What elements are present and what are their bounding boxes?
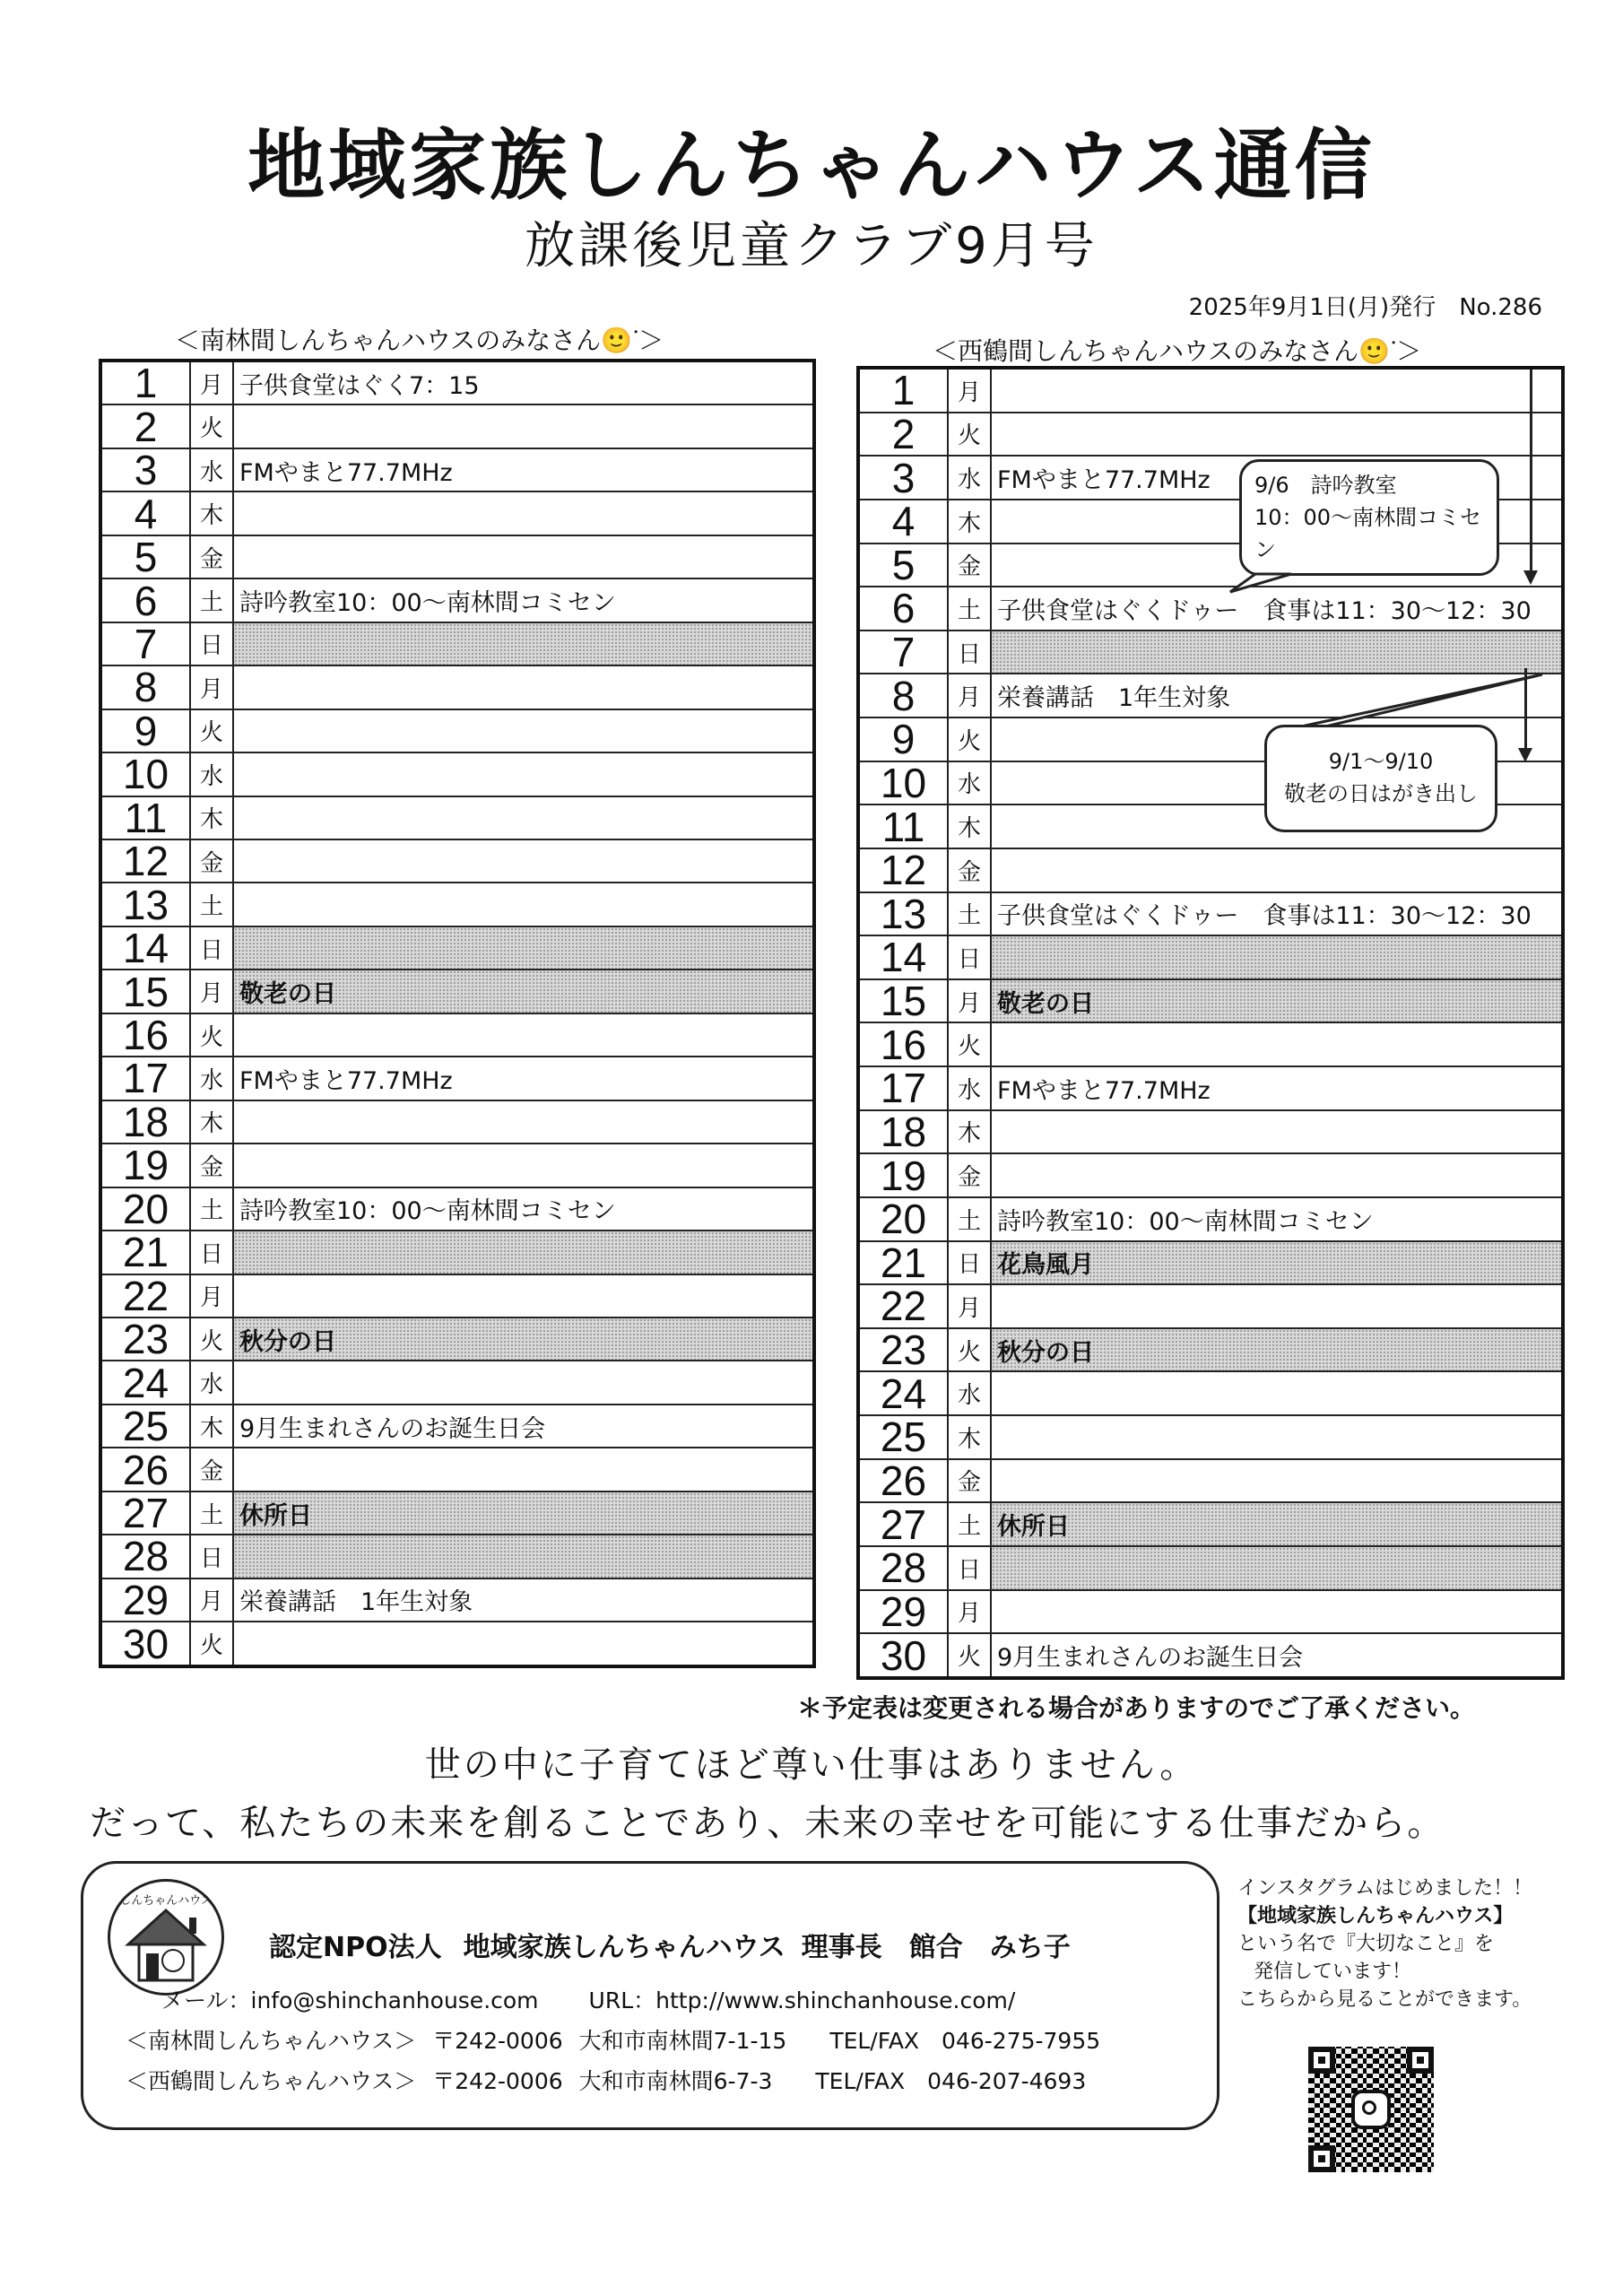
house-logo [108, 1879, 224, 1996]
weekday: 火 [948, 1633, 991, 1678]
event [991, 368, 1563, 413]
insta-line3: という名で『大切なこと』を [1237, 1933, 1495, 1955]
calendar-row [100, 665, 814, 709]
event [233, 709, 814, 752]
event [233, 1100, 814, 1144]
calendar-row [100, 709, 814, 752]
insta-line1: インスタグラムはじめました！！ [1237, 1877, 1533, 1900]
weekday: 土 [190, 578, 233, 622]
event [233, 796, 814, 839]
day-number: 8 [100, 665, 190, 709]
event: 休所日 [233, 1492, 814, 1535]
calendar-row [100, 1535, 814, 1578]
calendar-row [858, 979, 1563, 1023]
day-number: 4 [100, 491, 190, 535]
weekday: 金 [948, 544, 991, 587]
day-number: 6 [858, 587, 948, 631]
weekday: 月 [948, 1590, 991, 1634]
weekday: 火 [948, 718, 991, 761]
instagram-icon [1351, 2090, 1391, 2129]
callout-shigin-line1: 9/6 詩吟教室 [1254, 473, 1397, 498]
weekday: 土 [190, 883, 233, 926]
day-number: 23 [100, 1318, 190, 1361]
weekday: 木 [190, 796, 233, 839]
event [991, 1371, 1563, 1415]
addr2-place: 大和市南林間6-7-3 [578, 2068, 773, 2094]
weekday: 日 [190, 622, 233, 665]
event [233, 665, 814, 709]
callout-keiro-line1: 9/1〜9/10 [1328, 749, 1434, 774]
event: 9月生まれさんのお誕生日会 [991, 1633, 1563, 1678]
weekday: 金 [190, 1448, 233, 1491]
day-number: 9 [858, 718, 948, 761]
arrow-line-2 [1524, 668, 1527, 749]
day-number: 25 [858, 1415, 948, 1459]
event: 栄養講話 1年生対象 [233, 1578, 814, 1622]
weekday: 月 [190, 1578, 233, 1622]
weekday: 火 [190, 709, 233, 752]
weekday: 火 [948, 1022, 991, 1066]
calendar-row [858, 1110, 1563, 1154]
event [233, 752, 814, 796]
weekday: 月 [948, 674, 991, 718]
day-number: 19 [858, 1153, 948, 1197]
calendar-row [100, 1492, 814, 1535]
qr-finder-icon [1407, 2047, 1434, 2074]
event: 秋分の日 [991, 1328, 1563, 1372]
newsletter-title: 地域家族しんちゃんハウス通信 [247, 121, 1376, 211]
event [233, 491, 814, 535]
event: 子供食堂はぐくドゥー 食事は11：30〜12：30 [991, 892, 1563, 936]
day-number: 16 [858, 1022, 948, 1066]
event [991, 413, 1563, 457]
day-number: 8 [858, 674, 948, 718]
day-number: 5 [100, 535, 190, 578]
insta-line5: こちらから見ることができます。 [1237, 1988, 1532, 2011]
day-number: 1 [100, 361, 190, 404]
calendar-row [100, 1448, 814, 1491]
calendar-row [858, 1371, 1563, 1415]
weekday: 日 [948, 935, 991, 979]
weekday: 金 [948, 1459, 991, 1503]
day-number: 12 [858, 848, 948, 892]
day-number: 18 [100, 1100, 190, 1144]
left-calendar-table [99, 359, 816, 1668]
weekday: 水 [190, 1057, 233, 1100]
weekday: 木 [948, 500, 991, 544]
event [233, 622, 814, 665]
calendar-row [100, 448, 814, 491]
event [991, 1284, 1563, 1328]
day-number: 3 [100, 448, 190, 491]
weekday: 木 [190, 1405, 233, 1448]
event [233, 1622, 814, 1666]
day-number: 4 [858, 500, 948, 544]
calendar-row [100, 622, 814, 665]
weekday: 火 [190, 404, 233, 448]
day-number: 20 [858, 1197, 948, 1241]
weekday: 金 [190, 1144, 233, 1187]
day-number: 28 [100, 1535, 190, 1578]
weekday: 木 [190, 1100, 233, 1144]
weekday: 土 [190, 1492, 233, 1535]
calendar-row [100, 1318, 814, 1361]
event [991, 1022, 1563, 1066]
weekday: 土 [948, 1197, 991, 1241]
weekday: 水 [948, 456, 991, 500]
calendar-row [858, 892, 1563, 936]
event [233, 1448, 814, 1491]
calendar-row [858, 1153, 1563, 1197]
calendar-row [100, 1405, 814, 1448]
event [233, 1274, 814, 1318]
event [991, 1459, 1563, 1503]
weekday: 金 [948, 1153, 991, 1197]
weekday: 水 [948, 761, 991, 805]
day-number: 19 [100, 1144, 190, 1187]
day-number: 23 [858, 1328, 948, 1372]
weekday: 月 [948, 979, 991, 1023]
callout-keiro-line2: 敬老の日はがき出し [1284, 781, 1478, 806]
weekday: 日 [190, 1231, 233, 1274]
event: 詩吟教室10：00〜南林間コミセン [233, 578, 814, 622]
event [991, 848, 1563, 892]
day-number: 28 [858, 1546, 948, 1590]
day-number: 1 [858, 368, 948, 413]
address-minamirinkan [126, 2024, 1116, 2058]
calendar-row [858, 1022, 1563, 1066]
day-number: 11 [100, 796, 190, 839]
insta-line2: 【地域家族しんちゃんハウス】 [1237, 1905, 1514, 1927]
calendar-row [858, 413, 1563, 457]
weekday: 水 [948, 1066, 991, 1110]
calendar-row [100, 926, 814, 970]
day-number: 30 [100, 1622, 190, 1666]
day-number: 27 [100, 1492, 190, 1535]
addr1-place: 大和市南林間7-1-15 [578, 2028, 787, 2054]
event: 秋分の日 [233, 1318, 814, 1361]
calendar-row [858, 587, 1563, 631]
addr1-post: 〒242-0006 [432, 2028, 563, 2054]
calendar-row [858, 368, 1563, 413]
address-nishitsuruma [126, 2065, 1102, 2099]
day-number: 9 [100, 709, 190, 752]
instagram-notice [1237, 1874, 1578, 2013]
slogan-line2: だって、私たちの未来を創ることであり、未来の幸せを可能にする仕事だから。 [90, 1803, 1445, 1844]
event [991, 935, 1563, 979]
calendar-row [100, 1622, 814, 1666]
weekday: 日 [190, 926, 233, 970]
contact-line [161, 1984, 1015, 2018]
day-number: 7 [100, 622, 190, 665]
qr-finder-icon [1308, 2047, 1335, 2074]
logo-text: しんちゃんハウス [119, 1894, 213, 1908]
calendar-row [858, 674, 1563, 718]
day-number: 17 [858, 1066, 948, 1110]
calendar-row [100, 1578, 814, 1622]
calendar-row [858, 631, 1563, 674]
calendar-row [100, 752, 814, 796]
callout-keiro [1264, 725, 1497, 832]
event [991, 1590, 1563, 1634]
calendar-row [858, 1328, 1563, 1372]
event [991, 1415, 1563, 1459]
calendar-row [858, 1502, 1563, 1546]
event: FMやまと77.7MHz [233, 448, 814, 491]
instagram-qr-code[interactable] [1305, 2043, 1437, 2176]
weekday: 水 [190, 752, 233, 796]
event [233, 839, 814, 883]
day-number: 15 [858, 979, 948, 1023]
calendar-row [100, 1057, 814, 1100]
calendar-row [858, 1197, 1563, 1241]
event: 詩吟教室10：00〜南林間コミセン [233, 1187, 814, 1231]
day-number: 29 [100, 1578, 190, 1622]
callout-shigin-line2: 10：00〜南林間コミセン [1254, 505, 1482, 562]
calendar-row [100, 578, 814, 622]
event [991, 631, 1563, 674]
weekday: 土 [948, 892, 991, 936]
calendar-row [100, 839, 814, 883]
weekday: 木 [948, 804, 991, 848]
day-number: 21 [858, 1241, 948, 1285]
arrow-line-1 [1530, 370, 1532, 571]
day-number: 24 [858, 1371, 948, 1415]
calendar-row [100, 1231, 814, 1274]
day-number: 10 [100, 752, 190, 796]
event [233, 926, 814, 970]
qr-finder-icon [1308, 2145, 1335, 2172]
calendar-row [100, 1013, 814, 1057]
event: FMやまと77.7MHz [991, 1066, 1563, 1110]
org-name: 地域家族しんちゃんハウス [463, 1932, 785, 1963]
left-section-heading: ＜南林間しんちゃんハウスのみなさん🙂ᐝ＞ [175, 326, 664, 355]
day-number: 2 [100, 404, 190, 448]
arrow-head-1 [1523, 570, 1538, 585]
day-number: 26 [100, 1448, 190, 1491]
addr1-name: ＜南林間しんちゃんハウス＞ [126, 2028, 417, 2054]
day-number: 29 [858, 1590, 948, 1634]
calendar-row [100, 1100, 814, 1144]
weekday: 水 [190, 448, 233, 491]
day-number: 13 [858, 892, 948, 936]
weekday: 火 [948, 413, 991, 457]
calendar-row [100, 1274, 814, 1318]
event [233, 404, 814, 448]
event: 子供食堂はぐく7：15 [233, 361, 814, 404]
slogan-line1: 世の中に子育てほど尊い仕事はありません。 [424, 1744, 1199, 1786]
issue-info: 2025年9月1日(月)発行 No.286 [1188, 294, 1542, 321]
event [233, 1361, 814, 1404]
calendar-row [858, 1284, 1563, 1328]
weekday: 月 [948, 1284, 991, 1328]
event: 敬老の日 [233, 970, 814, 1013]
day-number: 11 [858, 804, 948, 848]
org-role: 理事長 [801, 1932, 882, 1963]
day-number: 6 [100, 578, 190, 622]
day-number: 14 [100, 926, 190, 970]
event [233, 1144, 814, 1187]
event [991, 1110, 1563, 1154]
weekday: 土 [948, 587, 991, 631]
weekday: 月 [190, 665, 233, 709]
day-number: 13 [100, 883, 190, 926]
weekday: 日 [948, 1241, 991, 1285]
weekday: 火 [948, 1328, 991, 1372]
weekday: 月 [190, 970, 233, 1013]
url-link[interactable]: URL：http://www.shinchanhouse.com/ [588, 1987, 1016, 2013]
calendar-row [100, 1144, 814, 1187]
event: 敬老の日 [991, 979, 1563, 1023]
event: FMやまと77.7MHz [991, 456, 1563, 500]
schedule-note: ＊予定表は変更される場合がありますのでご了承ください。 [796, 1693, 1475, 1723]
day-number: 20 [100, 1187, 190, 1231]
calendar-row [100, 491, 814, 535]
event [233, 1013, 814, 1057]
weekday: 日 [948, 1546, 991, 1590]
event: 詩吟教室10：00〜南林間コミセン [991, 1197, 1563, 1241]
org-type: 認定NPO法人 [269, 1932, 442, 1963]
weekday: 木 [948, 1415, 991, 1459]
addr2-name: ＜西鶴間しんちゃんハウス＞ [126, 2068, 417, 2094]
addr2-post: 〒242-0006 [432, 2068, 563, 2094]
day-number: 16 [100, 1013, 190, 1057]
calendar-row [858, 1546, 1563, 1590]
weekday: 月 [190, 1274, 233, 1318]
insta-line4: 発信しています！ [1254, 1961, 1412, 1983]
addr2-tel: TEL/FAX 046-207-4693 [815, 2068, 1087, 2094]
weekday: 金 [948, 848, 991, 892]
weekday: 火 [190, 1622, 233, 1666]
weekday: 月 [948, 368, 991, 413]
day-number: 14 [858, 935, 948, 979]
calendar-row [100, 535, 814, 578]
day-number: 7 [858, 631, 948, 674]
weekday: 木 [948, 1110, 991, 1154]
calendar-row [100, 1361, 814, 1404]
calendar-row [858, 935, 1563, 979]
day-number: 3 [858, 456, 948, 500]
weekday: 火 [190, 1013, 233, 1057]
event [991, 1546, 1563, 1590]
calendar-row [858, 1590, 1563, 1634]
calendar-row [100, 1187, 814, 1231]
day-number: 18 [858, 1110, 948, 1154]
day-number: 15 [100, 970, 190, 1013]
calendar-row [858, 1459, 1563, 1503]
org-person: 館合 みち子 [908, 1932, 1071, 1963]
weekday: 金 [190, 839, 233, 883]
event [233, 883, 814, 926]
addr1-tel: TEL/FAX 046-275-7955 [829, 2028, 1101, 2054]
weekday: 水 [190, 1361, 233, 1404]
day-number: 12 [100, 839, 190, 883]
email-link[interactable]: メール：info@shinchanhouse.com [161, 1987, 539, 2013]
day-number: 17 [100, 1057, 190, 1100]
event: 子供食堂はぐくドゥー 食事は11：30〜12：30 [991, 587, 1563, 631]
right-section-heading: ＜西鶴間しんちゃんハウスのみなさん🙂ᐝ＞ [933, 336, 1422, 366]
calendar-row [100, 361, 814, 404]
newsletter-subtitle: 放課後児童クラブ9月号 [525, 217, 1098, 275]
calendar-row [858, 1633, 1563, 1678]
calendar-row [100, 883, 814, 926]
day-number: 21 [100, 1231, 190, 1274]
org-line [269, 1928, 1071, 1968]
weekday: 土 [190, 1187, 233, 1231]
day-number: 30 [858, 1633, 948, 1678]
calendar-row [100, 404, 814, 448]
event: 休所日 [991, 1502, 1563, 1546]
day-number: 22 [100, 1274, 190, 1318]
weekday: 月 [190, 361, 233, 404]
day-number: 2 [858, 413, 948, 457]
calendar-row [100, 796, 814, 839]
day-number: 27 [858, 1502, 948, 1546]
event [991, 1153, 1563, 1197]
weekday: 水 [948, 1371, 991, 1415]
event: 栄養講話 1年生対象 [991, 674, 1563, 718]
event [233, 1535, 814, 1578]
day-number: 22 [858, 1284, 948, 1328]
arrow-head-2 [1518, 748, 1532, 762]
event [233, 535, 814, 578]
event: 花鳥風月 [991, 1241, 1563, 1285]
day-number: 24 [100, 1361, 190, 1404]
calendar-row [858, 1241, 1563, 1285]
calendar-row [858, 1066, 1563, 1110]
event: FMやまと77.7MHz [233, 1057, 814, 1100]
event [233, 1231, 814, 1274]
event: 9月生まれさんのお誕生日会 [233, 1405, 814, 1448]
day-number: 5 [858, 544, 948, 587]
weekday: 木 [190, 491, 233, 535]
weekday: 金 [190, 535, 233, 578]
weekday: 火 [190, 1318, 233, 1361]
weekday: 日 [190, 1535, 233, 1578]
day-number: 10 [858, 761, 948, 805]
calendar-row [858, 848, 1563, 892]
day-number: 25 [100, 1405, 190, 1448]
weekday: 土 [948, 1502, 991, 1546]
calendar-row [100, 970, 814, 1013]
calendar-row [858, 1415, 1563, 1459]
day-number: 26 [858, 1459, 948, 1503]
weekday: 日 [948, 631, 991, 674]
callout-shigin [1239, 459, 1499, 576]
